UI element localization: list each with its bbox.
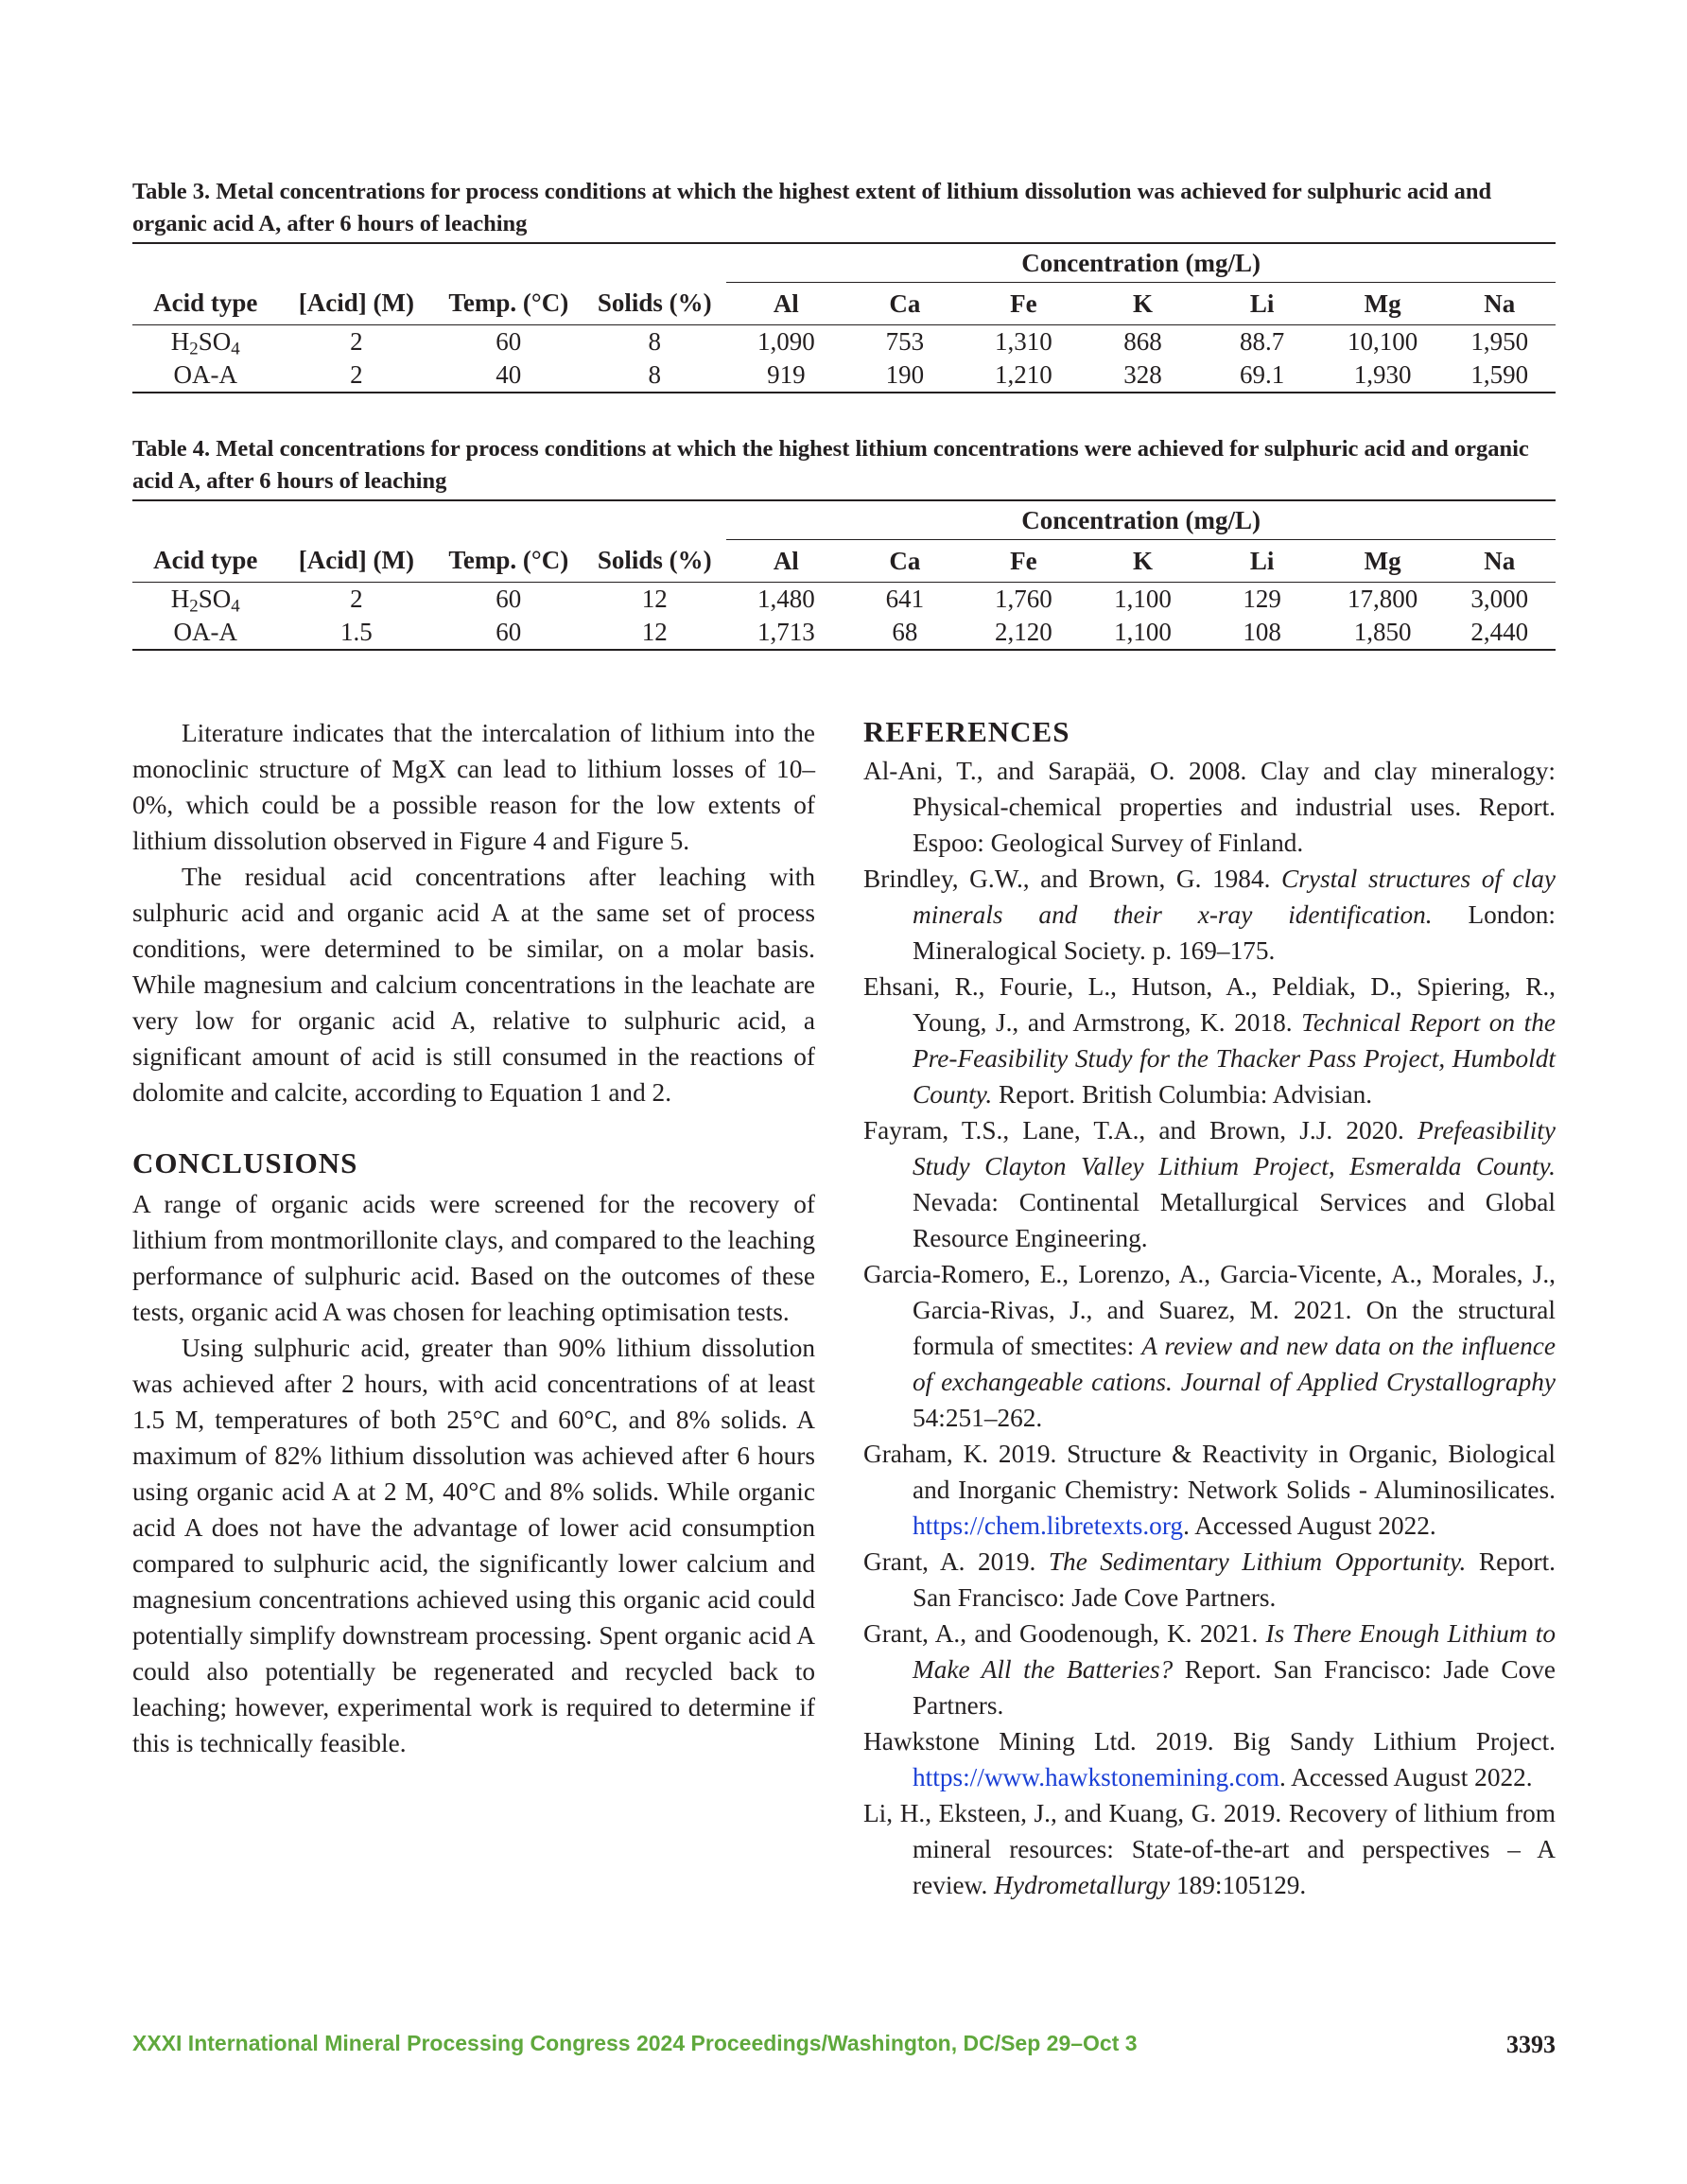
table3: [132, 242, 1556, 393]
col-header: Li: [1203, 540, 1322, 583]
col-header: Ca: [845, 540, 964, 583]
table-cell: 1,210: [964, 358, 1083, 393]
table-cell: 919: [726, 358, 845, 393]
col-header: Solids (%): [583, 283, 726, 325]
paragraph: A range of organic acids were screened for the recovery of lithium from montmorillonite clays, and compared to the leaching performance of sulphuric acid. Based on the outcomes of these tests, organic acid A was chosen for leaching optimisation tests.: [132, 1190, 815, 1326]
table-cell: 3,000: [1470, 585, 1529, 613]
paragraph: Literature indicates that the intercalation of lithium into the monoclinic structure of MgX can lead to lithium losses of 10–0%, which could be a possible reason for the low extents of lithium dissolution observed in Figure 4 and Figure 5.: [132, 719, 815, 855]
col-header: Fe: [964, 283, 1083, 325]
table-cell: 2: [350, 585, 363, 613]
table4: [132, 499, 1556, 651]
table-cell: 60: [496, 327, 522, 356]
acid-type-cell: $H_2SO_4$: [170, 585, 240, 617]
reference-link[interactable]: https://www.hawkstonemining.com: [913, 1763, 1279, 1791]
table-row: [132, 325, 1556, 359]
col-header: Temp. (°C): [434, 283, 583, 325]
table-cell: 108: [1203, 616, 1322, 650]
page-content: [132, 176, 1557, 1899]
table-cell: 1.5: [278, 616, 434, 650]
reference-item: Hawkstone Mining Ltd. 2019. Big Sandy Lithium Project. https://www.hawkstonemining.com. Accessed August 2022.: [863, 1727, 1556, 1791]
page-footer: [132, 2031, 1556, 2063]
col-header: Mg: [1322, 540, 1444, 583]
table-cell: 2,440: [1443, 616, 1556, 650]
table-cell: 1,480: [757, 585, 815, 613]
table-cell: 8: [583, 358, 726, 393]
table-cell: 40: [434, 358, 583, 393]
col-header: [Acid] (M): [278, 540, 434, 583]
footer-conference-text: XXXI International Mineral Processing Congress 2024 Proceedings/Washington, DC/Sep 29–Oct 3: [132, 2031, 1138, 2055]
col-header: Solids (%): [583, 540, 726, 583]
conclusions-heading: CONCLUSIONS: [132, 1146, 358, 1179]
table-cell: 69.1: [1203, 358, 1322, 393]
table-cell: 2,120: [964, 616, 1083, 650]
table-cell: 1,760: [994, 585, 1052, 613]
col-header: Li: [1203, 283, 1322, 325]
table-cell: 1,713: [726, 616, 845, 650]
table4-header-row: [132, 540, 1556, 583]
reference-item: Li, H., Eksteen, J., and Kuang, G. 2019. Recovery of lithium from mineral resources: State-of-the-art and perspectives – A review. Hydrometallurgy 189:105129.: [863, 1799, 1556, 1899]
table-cell: 328: [1083, 358, 1202, 393]
table-cell: 68: [845, 616, 964, 650]
col-header: K: [1083, 540, 1202, 583]
table-cell: 12: [641, 585, 668, 613]
table-cell: 753: [885, 327, 925, 356]
col-header: Temp. (°C): [434, 540, 583, 583]
page-number: 3393: [1506, 2031, 1556, 2058]
col-header: Acid type: [132, 540, 278, 583]
table4-caption: Table 4. Metal concentrations for process conditions at which the highest lithium concentrations were achieved for sulphuric acid and organic acid A, after 6 hours of leaching: [132, 436, 1529, 494]
table-row: [132, 616, 1556, 650]
reference-link[interactable]: https://chem.libretexts.org: [913, 1511, 1184, 1540]
table3-header-row: [132, 283, 1556, 325]
paragraph: The residual acid concentrations after leaching with sulphuric acid and organic acid A at the same set of process conditions, were determined to be similar, on a molar basis. While magnesium and calcium concentrations in the leachate are very low for organic acid A, relative to sulphuric acid, a significant amount of acid is still consumed in the reactions of dolomite and calcite, according to Equation 1 and 2.: [132, 863, 815, 1107]
acid-type-cell: $H_2SO_4$: [170, 327, 240, 359]
table-cell: 1,090: [757, 327, 815, 356]
table-row: [132, 583, 1556, 617]
table-cell: 88.7: [1240, 327, 1285, 356]
col-header: Acid type: [132, 283, 278, 325]
table-cell: 12: [583, 616, 726, 650]
table-cell: 1,590: [1443, 358, 1556, 393]
col-header: K: [1083, 283, 1202, 325]
table-cell: 2: [278, 358, 434, 393]
col-header: Fe: [964, 540, 1083, 583]
paragraph: Using sulphuric acid, greater than 90% lithium dissolution was achieved after 2 hours, with acid concentrations of at least 1.5 M, temperatures of both 25°C and 60°C, and 8% solids. A maximum of 82% lithium dissolution was achieved after 6 hours using organic acid A at 2 M, 40°C and 8% solids. While organic acid A does not have the advantage of lower acid consumption compared to sulphuric acid, the significantly lower calcium and magnesium concentrations achieved using this organic acid could potentially simplify downstream processing. Spent organic acid A could also potentially be regenerated and recycled back to leaching; however, experimental work is required to determine if this is technically feasible.: [132, 1334, 815, 1757]
references-heading: REFERENCES: [863, 715, 1070, 748]
table-cell: 1,100: [1083, 616, 1202, 650]
references-column: [863, 713, 1556, 1903]
table-cell: 1,850: [1322, 616, 1444, 650]
table-cell: 60: [434, 616, 583, 650]
table-cell: 60: [496, 585, 522, 613]
table-cell: 1,930: [1322, 358, 1444, 393]
col-header: [Acid] (M): [278, 283, 434, 325]
col-header: Na: [1443, 283, 1556, 325]
table4-concentration-header: Concentration (mg/L): [726, 500, 1556, 540]
table-cell: 17,800: [1347, 585, 1418, 613]
table-cell: 129: [1243, 585, 1281, 613]
reference-item: Fayram, T.S., Lane, T.A., and Brown, J.J. 2020. Prefeasibility Study Clayton Valley Lithium Project, Esmeralda County. Nevada: Continental Metallurgical Services and Global Resource Engineering.: [863, 1116, 1556, 1252]
reference-item: Grant, A. 2019. The Sedimentary Lithium Opportunity. Report. San Francisco: Jade Cove Partners.: [863, 1547, 1556, 1612]
col-header: Al: [726, 540, 845, 583]
table-cell: 10,100: [1347, 327, 1418, 356]
table-cell: 641: [885, 585, 925, 613]
table-cell: 1,950: [1470, 327, 1529, 356]
table-cell: 1,310: [994, 327, 1052, 356]
reference-item: Ehsani, R., Fourie, L., Hutson, A., Peldiak, D., Spiering, R., Young, J., and Armstrong, K. 2018. Technical Report on the Pre-Feasibility Study for the Thacker Pass Project, Humboldt County. Report. British Columbia: Advisian.: [863, 972, 1557, 1109]
table3-caption: Table 3. Metal concentrations for process conditions at which the highest extent of lithium dissolution was achieved for sulphuric acid and organic acid A, after 6 hours of leaching: [132, 179, 1492, 236]
reference-item: Garcia-Romero, E., Lorenzo, A., Garcia-Vicente, A., Morales, J., Garcia-Rivas, J., and Suarez, M. 2021. On the structural formula of smectites: A review and new data on the influence of exchangeable cations. Journal of Applied Crystallography 54:251–262.: [863, 1260, 1556, 1432]
table-cell: 2: [350, 327, 363, 356]
col-header: Al: [726, 283, 845, 325]
table-cell: 868: [1123, 327, 1162, 356]
col-header: Mg: [1322, 283, 1444, 325]
table-cell: 190: [845, 358, 964, 393]
left-column: [132, 713, 815, 1761]
col-header: Ca: [845, 283, 964, 325]
table-row: [132, 358, 1556, 393]
reference-item: Brindley, G.W., and Brown, G. 1984. Crystal structures of clay minerals and their x-ray identification. London: Mineralogical Society. p. 169–175.: [863, 865, 1556, 965]
reference-item: Al-Ani, T., and Sarapää, O. 2008. Clay and clay mineralogy: Physical-chemical properties and industrial uses. Report. Espoo: Geological Survey of Finland.: [863, 757, 1556, 857]
table-cell: OA-A: [132, 358, 278, 393]
table-cell: 1,100: [1114, 585, 1172, 613]
table-cell: OA-A: [132, 616, 278, 650]
table-cell: 8: [648, 327, 662, 356]
col-header: Na: [1443, 540, 1556, 583]
reference-item: Grant, A., and Goodenough, K. 2021. Is There Enough Lithium to Make All the Batteries? Report. San Francisco: Jade Cove Partners.: [863, 1619, 1556, 1720]
reference-item: Graham, K. 2019. Structure & Reactivity in Organic, Biological and Inorganic Chemistry: Network Solids - Aluminosilicates. https://chem.libretexts.org. Accessed August 2022.: [863, 1440, 1556, 1540]
table3-concentration-header: Concentration (mg/L): [726, 243, 1556, 283]
